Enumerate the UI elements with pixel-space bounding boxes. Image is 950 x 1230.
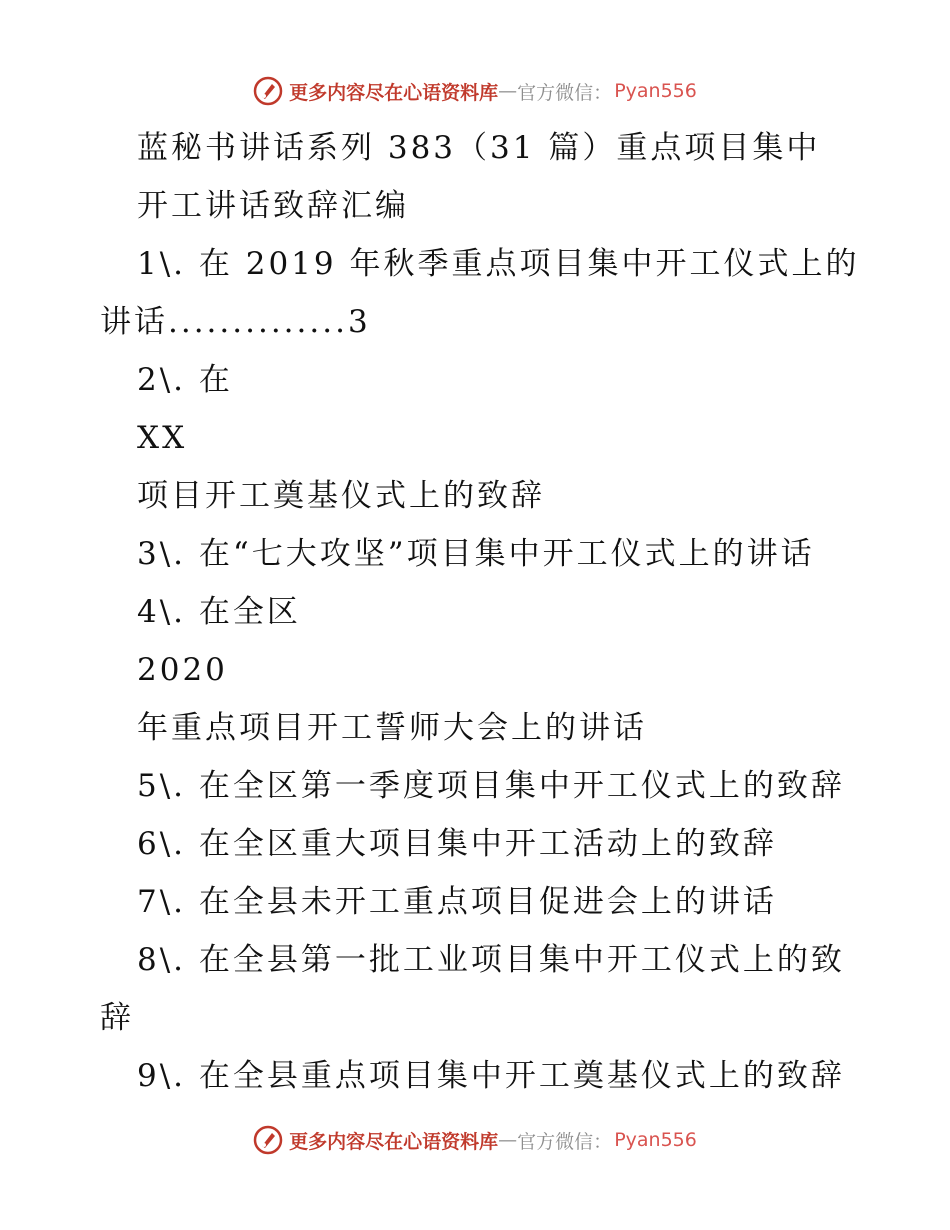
watermark-official-label: 官方微信： [517,81,613,104]
toc-item-3: 3\. 在“七大攻坚”项目集中开工仪式上的讲话 [137,536,815,572]
toc-item-1: 1\. 在 2019 年秋季重点项目集中开工仪式上的 [137,246,860,282]
watermark-main-text: 更多内容尽在心语资料库 [289,81,499,104]
watermark-official-label: 官方微信： [517,1130,613,1153]
watermark-wechat-id: Pyan556 [614,1129,697,1151]
watermark-separator: — [498,1129,518,1151]
toc-item-9: 9\. 在全县重点项目集中开工奠基仪式上的致辞 [137,1058,845,1094]
toc-item-5: 5\. 在全区第一季度项目集中开工仪式上的致辞 [137,768,845,804]
toc-item-8: 8\. 在全县第一批工业项目集中开工仪式上的致 [137,942,845,978]
toc-item-2: 2\. 在 [137,362,233,398]
toc-item-4: 4\. 在全区 [137,594,301,630]
toc-item-2-part-3: 项目开工奠基仪式上的致辞 [137,478,545,514]
toc-item-1-continued: 讲话..............3 [100,304,371,340]
toc-item-4-part-3: 年重点项目开工誓师大会上的讲话 [137,710,647,746]
toc-item-8-continued: 辞 [100,1000,134,1036]
watermark-footer [0,1120,950,1160]
watermark-main-text: 更多内容尽在心语资料库 [289,1130,499,1153]
toc-item-6: 6\. 在全区重大项目集中开工活动上的致辞 [137,826,777,862]
toc-item-4-part-2: 2020 [137,652,228,688]
watermark-wechat-id: Pyan556 [614,80,697,102]
watermark-header [0,71,950,111]
toc-item-2-part-2: XX [137,420,188,456]
doc-title-line-2: 开工讲话致辞汇编 [137,188,409,224]
pen-nib-logo-icon [253,76,283,106]
watermark-separator: — [498,80,518,102]
doc-title-line-1: 蓝秘书讲话系列 383（31 篇）重点项目集中 [137,130,821,166]
pen-nib-logo-icon [253,1125,283,1155]
toc-item-7: 7\. 在全县未开工重点项目促进会上的讲话 [137,884,777,920]
